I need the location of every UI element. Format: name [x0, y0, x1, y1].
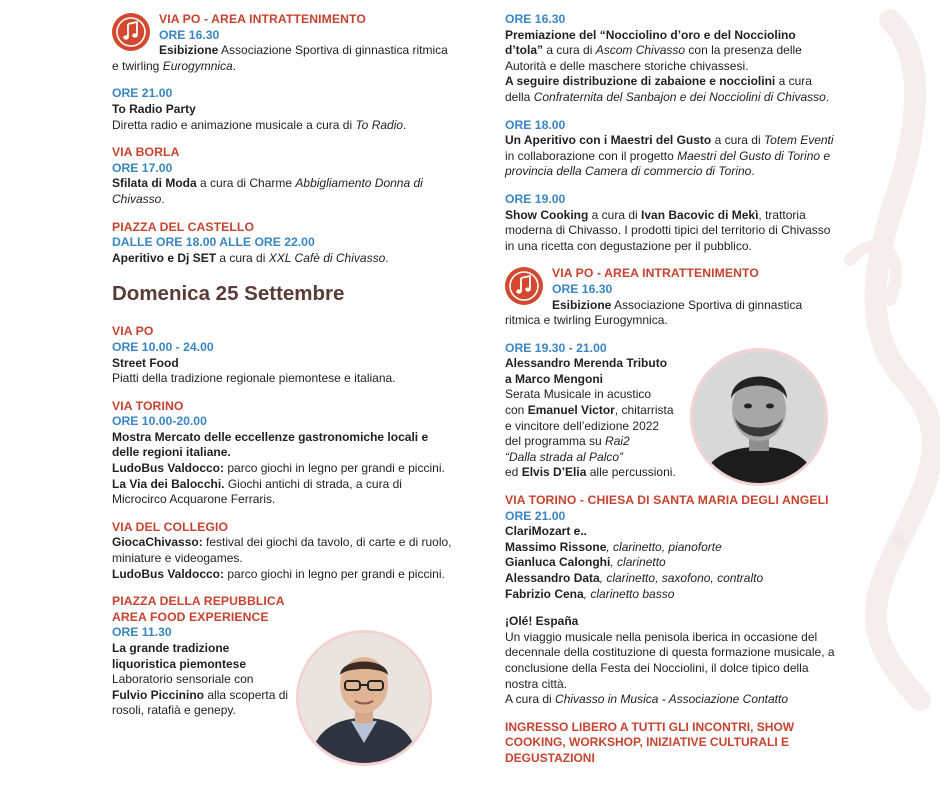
event-description: Premiazione del “Nocciolino d’oro e del Nocciolino d’tola” a cura di Ascom Chivasso con la presenza delle Autorità e delle maschere storiche chivassesi.: [505, 27, 802, 73]
place-label: VIA PO - AREA INTRATTENIMENTO: [552, 266, 759, 281]
event-title: ¡Olé! España: [505, 614, 579, 629]
event-title: a Marco Mengoni: [505, 371, 604, 386]
event-via-po-intrattenimento: [112, 12, 452, 43]
performer-row: Gianluca Calonghi, clarinetto: [505, 555, 666, 570]
event-description: “Dalla strada al Palco”: [505, 449, 624, 464]
event-to-radio-party: [112, 86, 452, 133]
portrait-alessandro-merenda: [690, 348, 828, 486]
place-label: VIA PO - AREA INTRATTENIMENTO: [159, 12, 366, 26]
event-street-food: [112, 324, 452, 386]
time-label: ORE 17.00: [112, 160, 173, 175]
event-premiazione: [505, 12, 835, 106]
place-label: VIA BORLA: [112, 145, 180, 160]
place-label: PIAZZA DEL CASTELLO: [112, 219, 255, 234]
place-label: VIA PO: [112, 324, 154, 339]
performer-row: Fabrizio Cena, clarinetto basso: [505, 586, 675, 601]
event-chiesa-santa-maria: [505, 493, 835, 602]
time-label: DALLE ORE 18.00 ALLE ORE 22.00: [112, 235, 315, 250]
place-label: VIA TORINO - CHIESA DI SANTA MARIA DEGLI ANGELI: [505, 493, 829, 508]
event-description: Laboratorio sensoriale con: [112, 672, 254, 687]
event-description: del programma su Rai2: [505, 434, 630, 449]
event-via-collegio: [112, 520, 452, 582]
time-label: ORE 21.00: [112, 86, 173, 101]
event-description: Un viaggio musicale nella penisola iberica in occasione del decennale della costituzione di questa formazione musicale, a conclusione della Festa dei Nocciolini, il dolce tipico della nostra città.: [505, 629, 835, 691]
time-label: ORE 21.00: [505, 508, 566, 523]
event-via-torino: [112, 399, 452, 508]
music-note-icon: [505, 267, 543, 305]
portrait-fulvio-piccinino: [296, 630, 432, 766]
event-description: e vincitore dell’edizione 2022: [505, 418, 660, 433]
event-title: ClariMozart e..: [505, 524, 588, 539]
day-title: Domenica 25 Settembre: [112, 282, 345, 306]
event-description: Sfilata di Moda a cura di Charme Abbigliamento Donna di Chivasso.: [112, 176, 423, 206]
event-via-po-intrattenimento-2: [505, 266, 835, 328]
event-show-cooking: [505, 192, 835, 254]
event-description: Fulvio Piccinino alla scoperta di rosoli, ratafià e genepy.: [112, 687, 289, 718]
time-label: ORE 10.00-20.00: [112, 414, 207, 429]
event-description: Serata Musicale in acustico: [505, 387, 652, 402]
free-entry-note: INGRESSO LIBERO A TUTTI GLI INCONTRI, SHOW COOKING, WORKSHOP, INIZIATIVE CULTURALI E DEGUSTAZIONI: [505, 719, 795, 765]
event-description: GiocaChivasso: festival dei giochi da tavolo, di carte e di ruolo, miniature e videogames.: [112, 535, 452, 566]
event-description: A cura di Chivasso in Musica - Associazione Contatto: [505, 692, 789, 707]
time-label: ORE 16.30: [159, 27, 220, 42]
decorative-script-watermark: [820, 0, 940, 788]
event-description: con Emanuel Victor, chitarrista: [505, 403, 674, 418]
event-description: Show Cooking a cura di Ivan Bacovic di Mekì, trattoria moderna di Chivasso. I prodotti tipici del territorio di Chivasso in una ricetta con degustazione per il pubblico.: [505, 207, 831, 253]
time-label: ORE 16.30: [552, 281, 613, 296]
event-description: LudoBus Valdocco: parco giochi in legno per grandi e piccini.: [112, 566, 445, 581]
time-label: ORE 19.30 - 21.00: [505, 340, 607, 355]
event-description: Esibizione Associazione Sportiva di ginnastica ritmica e twirling Eurogymnica.: [112, 43, 448, 73]
event-title: Street Food: [112, 355, 179, 370]
time-label: ORE 11.30: [112, 625, 172, 640]
place-label: AREA FOOD EXPERIENCE: [112, 609, 269, 624]
event-description: La Via dei Balocchi. Giochi antichi di strada, a cura di Microcirco Acquarone Ferraris.: [112, 476, 402, 507]
event-description: Un Aperitivo con i Maestri del Gusto a cura di Totem Eventi in collaborazione con il progetto Maestri del Gusto di Torino e provincia della Camera di commercio di Torino.: [505, 133, 834, 179]
event-title: Mostra Mercato delle eccellenze gastronomiche locali e delle regioni italiane.: [112, 429, 429, 460]
place-label: VIA DEL COLLEGIO: [112, 519, 229, 534]
event-description: Piatti della tradizione regionale piemontese e italiana.: [112, 371, 396, 386]
place-label: VIA TORINO: [112, 398, 184, 413]
time-label: ORE 10.00 - 24.00: [112, 339, 214, 354]
event-via-borla: [112, 145, 452, 207]
event-piazza-repubblica: [112, 594, 292, 719]
event-title: Alessandro Merenda Tributo: [505, 356, 668, 371]
event-description: Esibizione Associazione Sportiva di ginnastica ritmica e twirling Eurogymnica.: [505, 297, 803, 328]
left-column: [112, 12, 452, 731]
event-description: LudoBus Valdocco: parco giochi in legno per grandi e piccini.: [112, 461, 445, 476]
place-label: PIAZZA DELLA REPUBBLICA: [112, 594, 285, 609]
performer-row: Alessandro Data, clarinetto, saxofono, contralto: [505, 571, 764, 585]
event-title: La grande tradizione liquoristica piemontese: [112, 641, 247, 671]
event-description: A seguire distribuzione di zabaione e nocciolini a cura della Confraternita del Sanbajon e dei Nocciolini di Chivasso.: [505, 74, 830, 104]
event-aperitivo-maestri: [505, 118, 835, 180]
event-piazza-castello: [112, 220, 452, 267]
event-description: Diretta radio e animazione musicale a cura di To Radio.: [112, 117, 407, 132]
event-description: Aperitivo e Dj SET a cura di XXL Cafè di Chivasso.: [112, 250, 389, 265]
time-label: ORE 19.00: [505, 191, 566, 206]
time-label: ORE 18.00: [505, 117, 566, 132]
event-title: To Radio Party: [112, 101, 196, 116]
music-note-icon: [112, 13, 150, 51]
event-description: ed Elvis D’Elia alle percussioni.: [505, 465, 676, 480]
event-ole-espana: [505, 614, 835, 708]
performer-row: Massimo Rissone, clarinetto, pianoforte: [505, 539, 722, 554]
time-label: ORE 16.30: [505, 12, 566, 26]
